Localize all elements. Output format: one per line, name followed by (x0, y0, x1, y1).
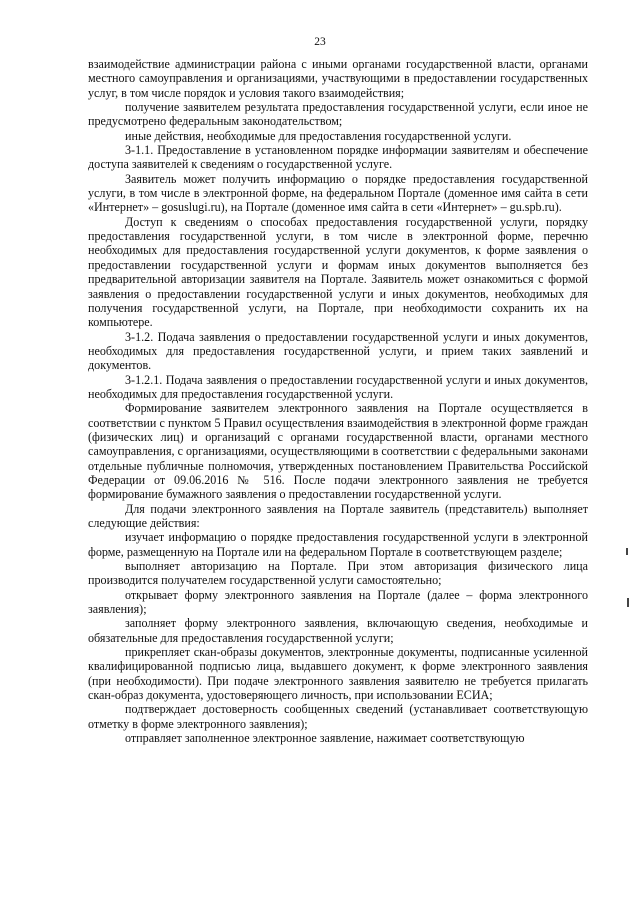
paragraph: выполняет авторизацию на Портале. При этом авторизация физического лица производится получателем государственной услуги самостоятельно; (88, 559, 588, 588)
paragraph: Заявитель может получить информацию о порядке предоставления государственной услуги, в том числе в электронной форме, на федеральном Портале (доменное имя сайта в сети «Интернет» – gosuslugi.ru), на Портале (доменное имя сайта в сети «Интернет» – gu.spb.ru). (88, 171, 588, 215)
paragraph: прикрепляет скан-образы документов, электронные документы, подписанные усиленной квалифицированной подписью лица, выдавшего документ, к форме электронного заявления (при необходимости). При подаче электронного заявления заявителю не требуется прилагать скан-образ документа, удостоверяющего личность, при использовании ЕСИА; (88, 645, 588, 703)
paragraph: заполняет форму электронного заявления, включающую сведения, необходимые и обязательные для предоставления государственной услуги; (88, 616, 588, 645)
paragraph: Доступ к сведениям о способах предоставления государственной услуги, порядку предоставления государственной услуги, в том числе в электронной форме, перечню необходимых для предоставления государственной услуги документов, к форме заявления о предоставлении государственной услуги и формам иных документов выполняется без предварительной авторизации заявителя на Портале. Заявитель может ознакомиться с формой заявления о предоставлении государственной услуги и иных документов, необходимых для получения государственной услуги, на Портале, при необходимости сохранить их на компьютере. (88, 214, 588, 330)
document-body (88, 57, 588, 746)
page-number: 23 (314, 36, 326, 48)
paragraph: взаимодействие администрации района с иными органами государственной власти, органами местного самоуправления и организациями, участвующими в предоставлении государственных услуг, в том числе порядок и условия такого взаимодействия; (88, 57, 588, 100)
paragraph: 3-1.2. Подача заявления о предоставлении государственной услуги и иных документов, необходимых для предоставления государственной услуги, и прием таких заявлений и документов. (88, 329, 588, 373)
paragraph: получение заявителем результата предоставления государственной услуги, если иное не предусмотрено федеральным законодательством; (88, 100, 588, 129)
paragraph: Для подачи электронного заявления на Портале заявитель (представитель) выполняет следующие действия: (88, 501, 588, 530)
paragraph: 3-1.1. Предоставление в установленном порядке информации заявителям и обеспечение доступа заявителей к сведениям о государственной услуге. (88, 143, 588, 172)
scan-margin-mark (626, 548, 628, 555)
paragraph: 3-1.2.1. Подача заявления о предоставлении государственной услуги и иных документов, необходимых для предоставления государственной услуги. (88, 372, 588, 401)
paragraph: открывает форму электронного заявления на Портале (далее – форма электронного заявления); (88, 587, 588, 617)
paragraph: отправляет заполненное электронное заявление, нажимает соответствующую (125, 731, 525, 746)
paragraph: изучает информацию о порядке предоставления государственной услуги в электронной форме, размещенную на Портале или на федеральном Портале в соответствующем разделе; (88, 530, 588, 559)
paragraph: Формирование заявителем электронного заявления на Портале осуществляется в соответствии с пунктом 5 Правил осуществления взаимодействия в электронной форме граждан (физических лиц) и организаций с органами государственной власти, органами местного самоуправления, с организациями, осуществляющими в соответствии с федеральными законами отдельные публичные полномочия, утвержденных постановлением Правительства Российской Федерации от 09.06.2016 № 516. После подачи электронного заявления не требуется формирование бумажного заявления о предоставлении государственной услуги. (88, 401, 588, 502)
paragraph: подтверждает достоверность сообщенных сведений (устанавливает соответствующую отметку в форме электронного заявления); (88, 702, 588, 731)
paragraph: иные действия, необходимые для предоставления государственной услуги. (125, 128, 512, 143)
scan-margin-mark (627, 598, 629, 607)
